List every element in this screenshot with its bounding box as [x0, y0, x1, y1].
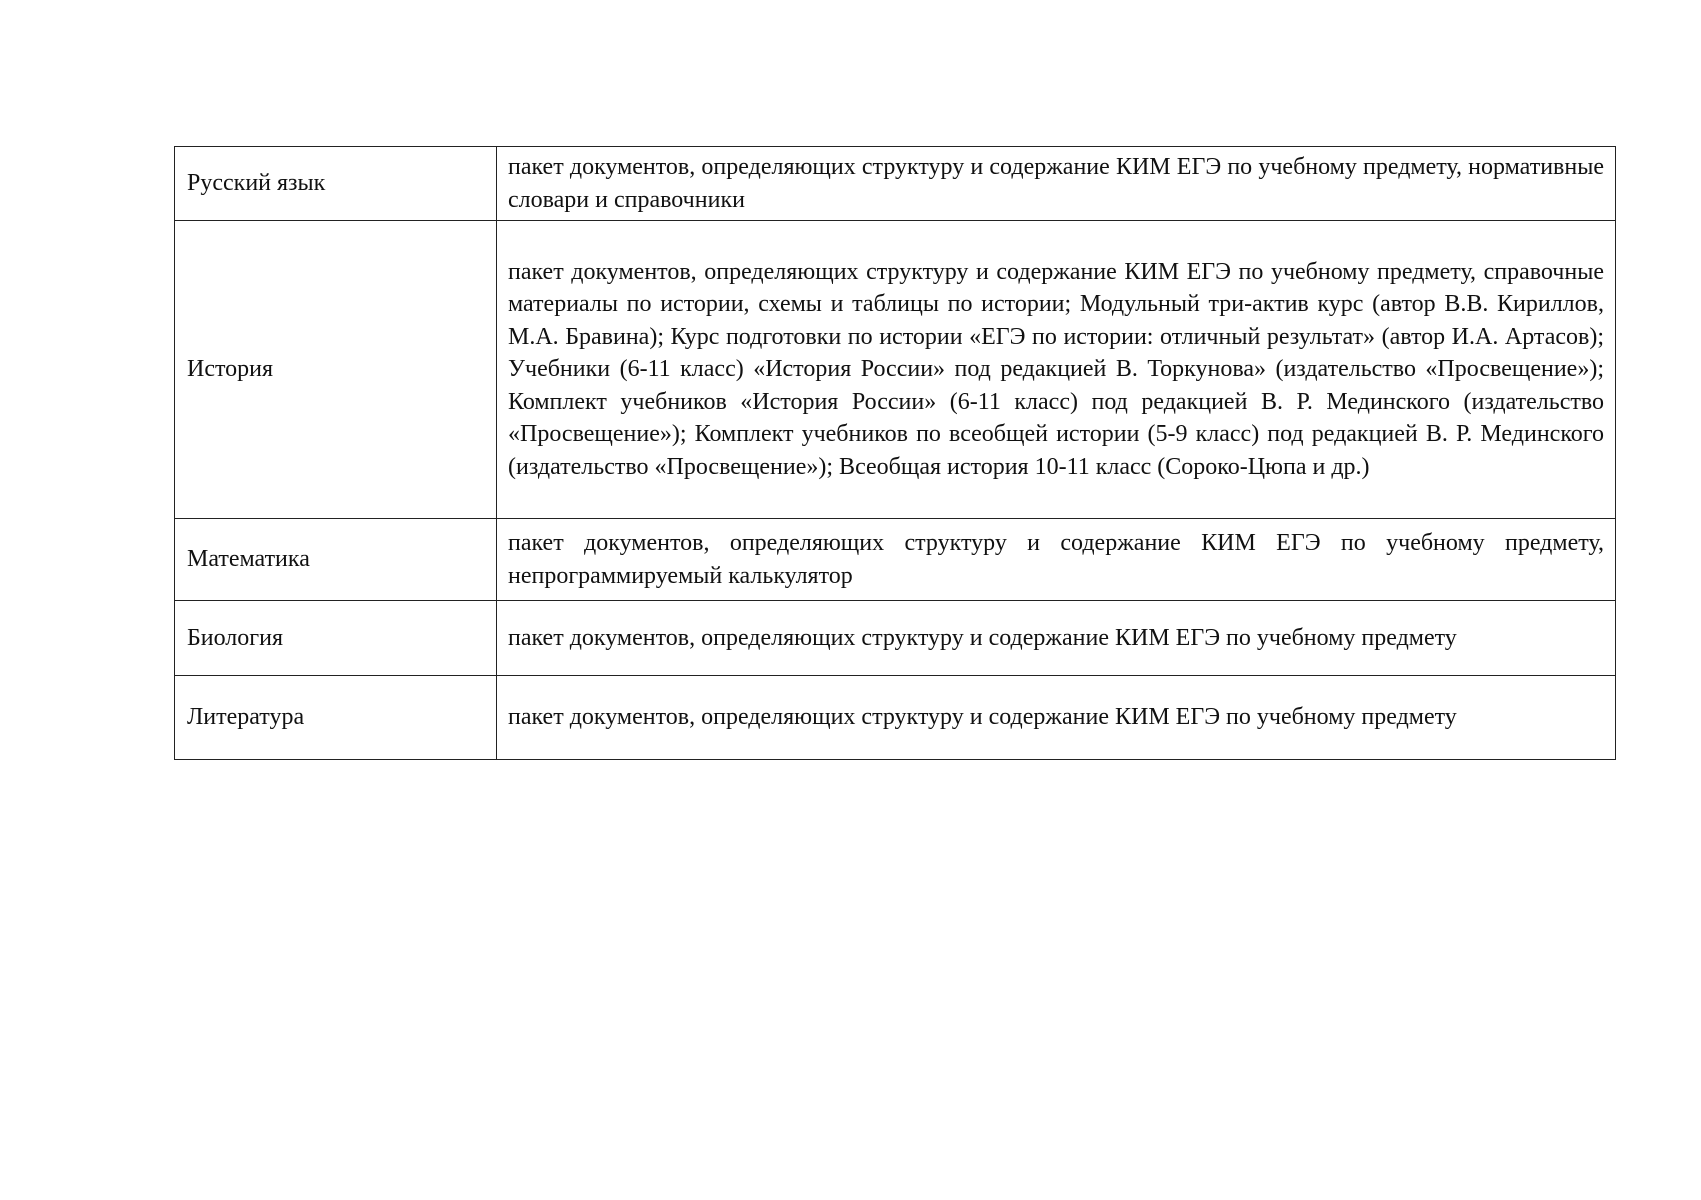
materials-cell: пакет документов, определяющих структуру и содержание КИМ ЕГЭ по учебному предмету, непрограммируемый калькулятор [497, 519, 1616, 601]
table-body [175, 147, 1616, 760]
subject-cell: Литература [175, 676, 497, 760]
subject-cell: Русский язык [175, 147, 497, 221]
subject-cell: Биология [175, 601, 497, 676]
table-row [175, 601, 1616, 676]
subject-cell: Математика [175, 519, 497, 601]
table-row [175, 221, 1616, 519]
materials-cell: пакет документов, определяющих структуру и содержание КИМ ЕГЭ по учебному предмету, нормативные словари и справочники [497, 147, 1616, 221]
materials-table [174, 146, 1616, 760]
subject-cell: История [175, 221, 497, 519]
materials-cell: пакет документов, определяющих структуру и содержание КИМ ЕГЭ по учебному предмету, справочные материалы по истории, схемы и таблицы по истории; Модульный три-актив курс (автор В.В. Кириллов, М.А. Бравина); Курс подготовки по истории «ЕГЭ по истории: отличный результат» (автор И.А. Артасов); Учебники (6-11 класс) «История России» под редакцией В. Торкунова» (издательство «Просвещение»); Комплект учебников «История России» (6-11 класс) под редакцией В. Р. Мединского (издательство «Просвещение»); Комплект учебников по всеобщей истории (5-9 класс) под редакцией В. Р. Мединского (издательство «Просвещение»); Всеобщая история 10-11 класс (Сороко-Цюпа и др.) [497, 221, 1616, 519]
materials-cell: пакет документов, определяющих структуру и содержание КИМ ЕГЭ по учебному предмету [497, 601, 1616, 676]
table-row [175, 519, 1616, 601]
materials-cell: пакет документов, определяющих структуру и содержание КИМ ЕГЭ по учебному предмету [497, 676, 1616, 760]
table-row [175, 676, 1616, 760]
table-row [175, 147, 1616, 221]
